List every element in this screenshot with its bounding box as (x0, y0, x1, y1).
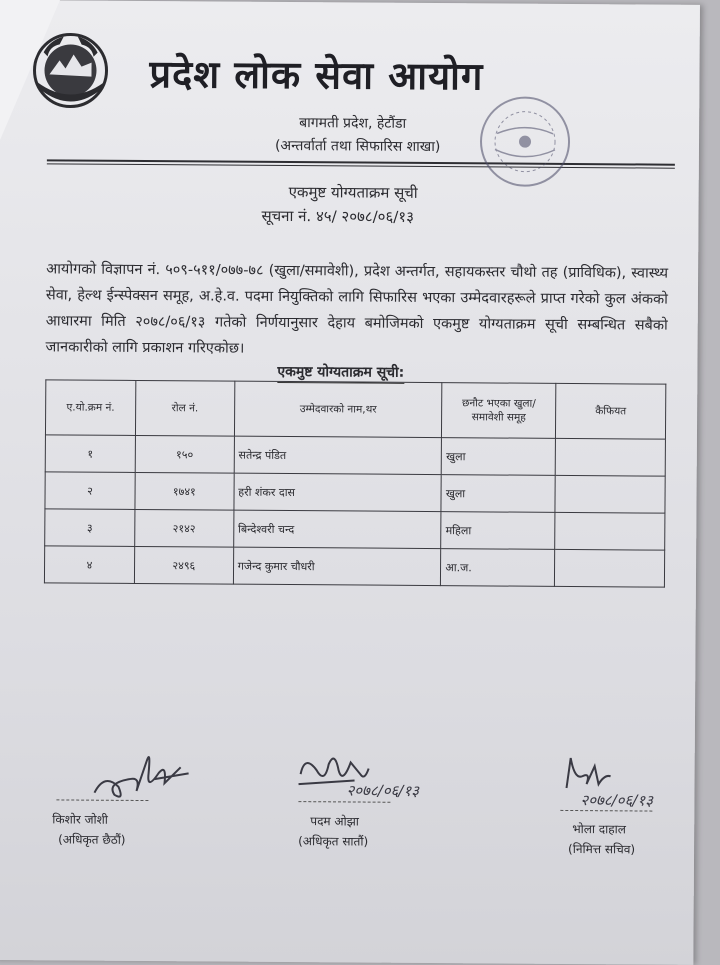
column-header-remarks: कैफियत (556, 383, 666, 439)
table-row (45, 472, 665, 513)
table-row (45, 435, 665, 476)
notice-body: आयोगको विज्ञापन नं. ५०९-५११/०७७-७८ (खुला/समावेशी), प्रदेश अन्तर्गत, सहायकस्तर चौथो तह (प्राविधिक), स्वास्थ्य सेवा, हेल्थ ईन्स्पेक्सन समूह, अ.हे.व. पदमा नियुक्तिको लागि सिफारिस भएका उम्मेदवारहरूले प्राप्त गरेको कुल अंकको आधारमा मिति २०७८/०६/१३ गतेको निर्णयानुसार देहाय बमोजिमको एकमुष्ट योग्यताक्रम सूची सम्बन्धित सबैको जानकारीको लागि प्रकाशन गरिएकोछ। (45, 261, 669, 357)
cell-remarks (555, 475, 665, 513)
cell-group: आ.ज. (441, 549, 555, 587)
table-header-row (45, 380, 665, 439)
cell-name: बिन्देश्वरी चन्द (233, 510, 441, 548)
column-header-serial: ए.यो.क्रम नं. (45, 380, 135, 436)
signature-line-3 (560, 810, 652, 812)
signature-line-2 (298, 801, 390, 803)
cell-serial: २ (45, 472, 135, 510)
column-header-group: छनौट भएका खुला/ समावेशी समूह (442, 383, 556, 439)
signatory-1-name: किशोर जोशी (52, 812, 108, 827)
cell-group: खुला (441, 475, 555, 513)
cell-remarks (555, 512, 665, 550)
table-row (45, 509, 665, 550)
column-header-roll: रोल नं. (135, 380, 234, 436)
signatory-3-role: (निमित्त सचिव) (568, 841, 636, 857)
section-subtitle: (अन्तर्वार्ता तथा सिफारिस शाखा) (274, 137, 441, 156)
cell-roll: १५० (135, 435, 234, 473)
province-subtitle: बागमती प्रदेश, हेटौंडा (299, 115, 407, 132)
notice-number: सूचना नं. ४५/ २०७८/०६/१३ (261, 206, 414, 226)
list-heading: एकमुष्ट योग्यताक्रम सूची: (277, 363, 405, 381)
cell-roll: १७४१ (135, 472, 234, 510)
column-header-name: उम्मेदवारको नाम,थर (234, 381, 442, 437)
cell-name: गजेन्द कुमार चौधरी (233, 547, 441, 585)
cell-group: खुला (442, 438, 556, 476)
cell-group: महिला (441, 512, 555, 550)
commission-title: प्रदेश लोक सेवा आयोग (149, 52, 484, 99)
cell-roll: २४९६ (134, 546, 233, 584)
office-stamp-icon (477, 93, 574, 190)
merit-list-table (44, 379, 666, 587)
cell-name: सतेन्द्र पंडित (234, 436, 442, 474)
signature-scribble-3 (560, 754, 620, 794)
signatory-2-name: पदम ओझा (310, 814, 359, 829)
signatory-1-role: (अधिकृत छैठौं) (58, 832, 126, 847)
signature-scribble-1 (84, 743, 194, 808)
signatory-2-date: २०७८/०६/१३ (346, 781, 420, 800)
table-row (44, 546, 664, 587)
cell-serial: ३ (45, 509, 135, 547)
signatory-2-role: (अधिकृत सातौं) (298, 834, 369, 849)
cell-serial: ४ (44, 546, 134, 584)
cell-remarks (555, 549, 665, 587)
cell-remarks (555, 438, 665, 476)
document-heading: एकमुष्ट योग्यताक्रम सूची (288, 183, 418, 202)
cell-roll: २१४२ (135, 509, 234, 547)
cell-serial: १ (45, 435, 135, 473)
signatory-3-date: २०७८/०६/१३ (580, 791, 654, 810)
signatory-3-name: भोला दाहाल (572, 822, 626, 837)
cell-name: हरी शंकर दास (234, 473, 442, 511)
